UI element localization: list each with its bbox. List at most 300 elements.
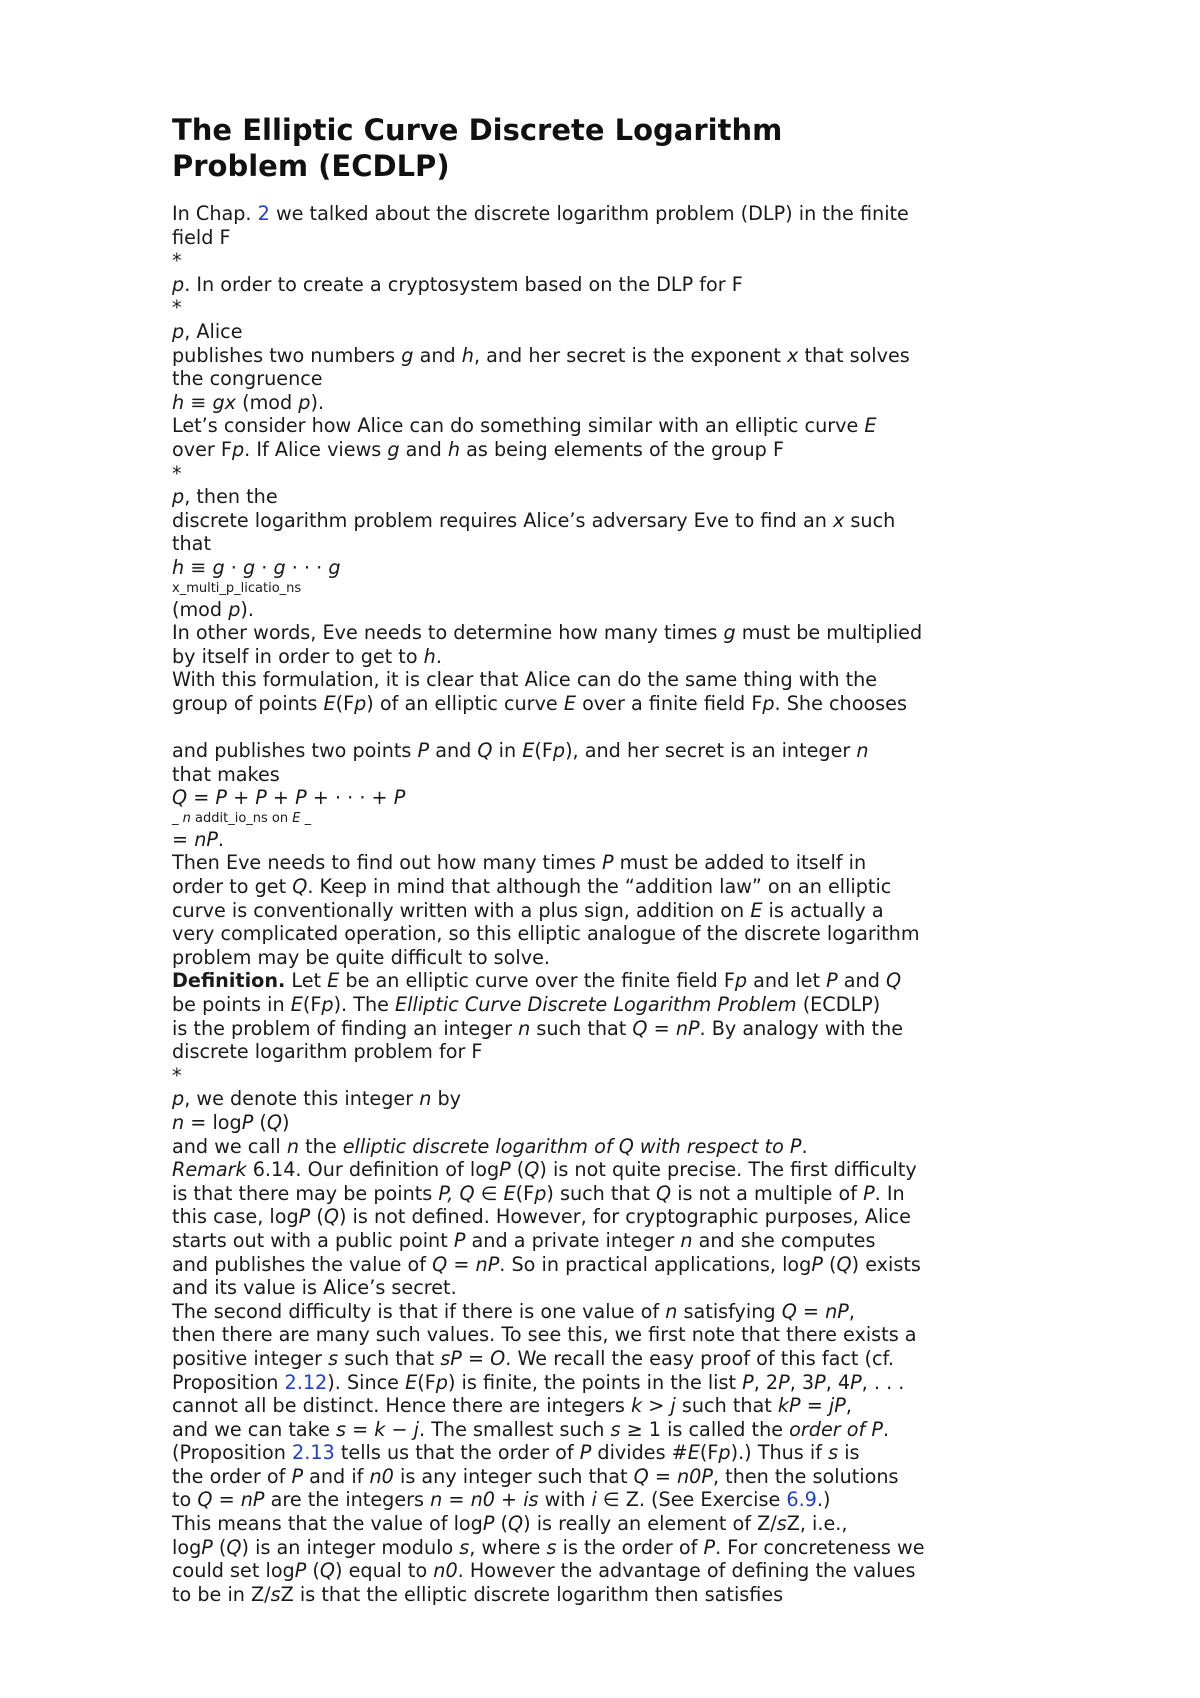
text-run: . If Alice views [244,437,388,461]
text-run: = [648,1464,678,1488]
text-run: group of points [172,691,324,715]
math-symbol: k [631,1394,643,1418]
text-run: and [413,343,462,367]
math-symbol: Q [618,1134,634,1158]
definition-label: Definition. [172,969,286,993]
text-run: ) exists [851,1252,921,1276]
text-run: is any integer such that [393,1464,634,1488]
text-run: the congruence [172,367,323,391]
text-run: order to get [172,875,293,899]
text-run: over a finite field F [575,691,763,715]
text-run: and we call [172,1134,287,1158]
text-run: are the integers [264,1488,431,1512]
text-line [172,763,992,787]
math-symbol: h [172,390,185,414]
text-line [172,391,992,415]
math-symbol: g [401,343,414,367]
math-symbol: k [374,1417,386,1441]
math-symbol: g [212,555,225,579]
math-symbol: n [286,1134,300,1158]
text-line [172,509,992,533]
text-run: to [172,1488,198,1512]
text-line [172,828,992,852]
math-symbol: p [354,691,367,715]
text-run: ) is not quite precise. The first difficulty [539,1158,917,1182]
text-line [172,922,992,946]
text-run: The second difficulty is that if there is one value of [172,1299,666,1323]
text-run: field F [172,225,231,249]
math-symbol: P [453,1228,466,1252]
text-run: and a private integer [465,1228,681,1252]
text-run: * [172,461,182,485]
text-run: ( [510,1158,525,1182]
math-symbol: with respect to [633,1134,790,1158]
math-symbol: n [665,1299,678,1323]
math-symbol: g [387,437,400,461]
text-run: is that there may be points [172,1181,439,1205]
math-symbol: P [850,1370,862,1394]
math-symbol: P [499,1158,511,1182]
math-symbol: p [172,272,185,296]
text-line [172,1394,992,1418]
text-run: is [838,1441,860,1465]
math-symbol: g [242,555,256,579]
text-run: = [800,1394,829,1418]
text-run: . However the advantage of defining the values [457,1559,916,1583]
math-symbol: P, Q [438,1181,475,1205]
text-run: In Chap. [172,202,258,225]
cross-reference-link[interactable]: 2.12 [284,1370,328,1394]
text-run: that solves [798,343,910,367]
text-run: = [442,1488,471,1512]
math-symbol: Q [319,1559,336,1583]
body-text [172,202,992,1606]
math-symbol: n [680,1228,693,1252]
text-run: , where [469,1535,547,1559]
math-symbol: s [270,1582,281,1606]
text-line [172,202,992,226]
text-run: such that [675,1394,778,1418]
text-run: ). Since [327,1370,406,1394]
math-symbol: Q [432,1252,448,1276]
text-line [172,1371,992,1395]
text-line [172,786,992,810]
text-line [172,462,992,486]
text-line [172,1040,992,1064]
math-symbol: n [518,1016,531,1040]
cross-reference-link[interactable]: 6.9 [786,1488,817,1512]
text-line [172,1111,992,1135]
text-run: , . . . [861,1370,905,1394]
text-run: be an elliptic curve over the finite field F [339,969,735,993]
text-run: very complicated operation, so this elliptic analogue of the discrete logarithm [172,922,920,946]
text-run: is actually a [762,898,884,922]
math-symbol: kP [777,1394,801,1418]
math-symbol: P [778,1370,790,1394]
text-run: as being elements of the group F [460,437,784,461]
text-line [172,273,992,297]
text-line [172,851,992,875]
text-line [172,1064,992,1088]
text-run: . The smallest such [419,1417,611,1441]
math-symbol: n [419,1087,432,1111]
math-symbol: Q [292,875,308,899]
text-run: with [538,1488,592,1512]
text-run: ) such that [546,1181,656,1205]
math-symbol: Q [781,1299,797,1323]
text-run: ( [310,1205,324,1229]
text-line [172,1135,992,1159]
text-run: x_multi_p_licatio_ns [172,580,302,596]
text-run: (ECDLP) [796,993,881,1016]
math-symbol: n [182,810,191,826]
text-line [172,367,992,391]
text-line [172,1488,992,1512]
text-run: curve is conventionally written with a plus sign, addition on [172,898,751,922]
text-run: ). [310,390,325,414]
text-run: , then the [184,485,278,509]
text-run: be points in [172,993,291,1016]
math-symbol: x [224,390,236,414]
math-symbol: s [828,1441,839,1465]
text-run: Z is that the elliptic discrete logarithm then satisfies [280,1582,784,1606]
math-symbol: order of [789,1417,872,1441]
math-symbol: Q [266,1110,282,1134]
text-line [172,598,992,622]
text-run: ), and her secret is an integer [565,739,857,763]
text-run: ) is an integer modulo [241,1535,460,1559]
text-run: * [172,296,182,320]
text-run: (mod [172,597,229,621]
text-run: (F [515,1181,535,1205]
math-symbol: E [405,1370,418,1394]
math-symbol: n [430,1488,443,1512]
text-line [172,1205,992,1229]
math-symbol: Elliptic Curve Discrete Logarithm Problem [395,993,797,1016]
text-run: , 3 [789,1370,815,1394]
math-symbol: P [703,1535,716,1559]
text-run: = [461,1346,491,1370]
math-symbol: Q [633,1464,649,1488]
text-run: . In [874,1181,905,1205]
text-run: ≡ [184,390,213,414]
text-run: . [882,1417,890,1441]
text-run: = [172,827,195,851]
math-symbol: n0 [433,1559,458,1583]
text-line [172,899,992,923]
math-symbol: x [832,508,845,532]
math-symbol: P [417,739,430,763]
math-symbol: p [734,969,748,993]
math-symbol: s [335,1417,346,1441]
text-line [172,621,992,645]
math-symbol: jP [828,1394,846,1418]
math-symbol: E [864,414,877,438]
text-run: discrete logarithm problem for F [172,1040,483,1064]
text-run: (F [302,993,322,1016]
text-run: ( [494,1512,508,1536]
text-run: With this formulation, it is clear that Alice can do the same thing with the [172,668,878,692]
math-symbol: P [579,1441,592,1465]
text-run: , [848,1299,855,1323]
math-symbol: Q [656,1181,672,1205]
text-line [172,485,992,509]
text-line [172,580,992,598]
text-run: over F [172,437,232,461]
text-run: is the order of [556,1535,704,1559]
math-symbol: E [563,691,576,715]
text-run: . So in practical applications, log [499,1252,812,1276]
math-symbol: P [789,1134,802,1158]
text-line [172,296,992,320]
text-run: ) is not defined. However, for cryptographic purposes, Alice [338,1205,911,1229]
math-symbol: P [255,786,267,810]
math-symbol: nP [194,827,218,851]
text-line [172,1300,992,1324]
math-symbol: h [172,555,185,579]
text-line [172,739,992,763]
text-run: this case, log [172,1205,299,1229]
math-symbol: P [826,969,838,993]
text-run: and she computes [692,1228,876,1252]
text-run: and [837,969,886,993]
math-symbol: s [776,1512,787,1536]
math-symbol: g [273,555,286,579]
title-line-2: Problem (ECDLP) [172,149,450,183]
text-run: 6.14. Our definition of log [246,1158,500,1182]
text-run: must be multiplied [735,621,923,645]
text-run: ) equal to [335,1559,434,1583]
text-run: is the problem of finding an integer [172,1016,519,1040]
text-run: starts out with a public point [172,1228,454,1252]
text-run: * [172,249,182,273]
math-symbol: s [610,1417,621,1441]
text-run: ). [240,597,254,621]
math-symbol: nP [475,1252,500,1276]
text-run: by itself in order to get to [172,644,424,668]
math-symbol: p [552,739,566,763]
text-run: , [845,1394,852,1418]
text-line [172,1323,992,1347]
text-run: ∈ [474,1181,504,1205]
text-run: ).) Thus if [730,1441,829,1465]
text-run: ≡ [184,555,213,579]
text-run: . By analogy with the [699,1016,904,1040]
math-symbol: O [490,1346,506,1370]
text-run: ≥ 1 is called the [620,1417,790,1441]
text-run: tells us that the order of [334,1441,580,1465]
text-line [172,668,992,692]
text-run: + [494,1488,524,1512]
text-run: Let’s consider how Alice can do something similar with an elliptic curve [172,414,865,438]
math-symbol: Q [172,786,188,810]
text-run: = [212,1488,241,1512]
math-symbol: E [522,739,535,763]
cross-reference-link[interactable]: 2 [257,202,270,225]
text-run: (F [699,1441,719,1465]
text-run: . [435,644,442,668]
math-symbol: p [172,485,185,509]
text-run: (F [417,1370,436,1394]
math-symbol: Q [197,1488,213,1512]
text-run: publishes two numbers [172,343,402,367]
math-symbol: P [871,1417,883,1441]
text-line [172,875,992,899]
math-symbol: p [172,319,185,343]
math-symbol: E [292,810,301,826]
text-run: ) of an elliptic curve [366,691,564,715]
text-run: > [642,1394,671,1418]
page-title [172,112,992,184]
text-run: satisfying [677,1299,782,1323]
text-line [172,1229,992,1253]
text-run: . In order to create a cryptosystem based on the DLP for F [184,272,743,296]
text-line [172,249,992,273]
text-run: , 4 [825,1370,851,1394]
math-symbol: s [328,1346,339,1370]
text-run: This means that the value of log [172,1512,483,1536]
text-run: and if [303,1464,370,1488]
text-line [172,969,992,993]
math-symbol: p [435,1370,448,1394]
math-symbol: Q [632,1016,648,1040]
math-symbol: p [228,597,241,621]
math-symbol: p [321,993,334,1016]
text-run: + [226,786,256,810]
text-run: ) is really an element of Z/ [523,1512,777,1536]
math-symbol: h [447,437,461,461]
text-run: that [172,532,211,556]
math-symbol: g [723,621,736,645]
text-run: , 2 [753,1370,779,1394]
text-run: Let [285,969,328,993]
title-line-1: The Elliptic Curve Discrete Logarithm [172,113,783,147]
text-run: by [431,1087,462,1111]
text-run: and let [747,969,827,993]
text-line [172,556,992,580]
math-symbol: E [750,898,763,922]
text-run: such [844,508,896,532]
text-run: . [801,1134,808,1158]
text-run: = [187,786,216,810]
text-line [172,1512,992,1536]
text-run: and [399,437,448,461]
text-run: , we denote this integer [184,1087,420,1111]
text-run: ( [306,1559,320,1583]
math-symbol: n0 [369,1464,394,1488]
text-line [172,344,992,368]
math-symbol: Q [524,1158,540,1182]
text-run: Then Eve needs to find out how many times [172,851,602,875]
text-run: , then the solutions [712,1464,899,1488]
text-run: such that [338,1346,441,1370]
math-symbol: Q [885,969,902,993]
text-run: .) [816,1488,831,1512]
math-symbol: n0 [470,1488,495,1512]
math-symbol: P [294,1559,307,1583]
text-line [172,226,992,250]
text-line [172,438,992,462]
cross-reference-link[interactable]: 2.13 [292,1441,335,1465]
text-line [172,1087,992,1111]
text-run: the [299,1134,343,1158]
math-symbol: nP [825,1299,849,1323]
text-run: In other words, Eve needs to determine how many times [172,621,724,645]
text-run: _ [300,810,312,826]
math-symbol: g [212,390,225,414]
text-line [172,692,992,716]
math-symbol: s [546,1535,557,1559]
text-run: . We recall the easy proof of this fact (cf. [505,1346,895,1370]
text-line [172,1465,992,1489]
math-symbol: P [298,1205,311,1229]
math-symbol: Q [836,1252,852,1276]
math-symbol: elliptic discrete logarithm of [342,1134,619,1158]
text-run: cannot all be distinct. Hence there are integers [172,1394,632,1418]
text-run: * [172,1063,182,1087]
math-symbol: Q [323,1205,339,1229]
math-symbol: i [591,1488,597,1512]
text-line [172,414,992,438]
math-symbol: h [461,343,474,367]
text-line [172,993,992,1017]
math-symbol: E [503,1181,516,1205]
text-run: ( [822,1252,837,1276]
text-run: ). The [333,993,396,1016]
math-symbol: p [298,390,311,414]
text-run: ( [253,1110,267,1134]
math-symbol: p [172,1087,185,1111]
text-run: · [255,555,274,579]
text-run: = [345,1417,375,1441]
text-run: could set log [172,1559,295,1583]
math-symbol: x [787,343,799,367]
text-run: we talked about the discrete logarithm problem (DLP) in the finite [269,202,909,225]
math-symbol: E [327,969,340,993]
math-symbol: P [215,786,227,810]
text-run: that makes [172,762,280,786]
text-run: Proposition [172,1370,285,1394]
text-run: then there are many such values. To see this, we first note that there exists a [172,1323,917,1347]
text-run: (mod [236,390,299,414]
math-symbol: j [413,1417,420,1441]
text-run: and [429,739,478,763]
text-run: the order of [172,1464,292,1488]
math-symbol: p [718,1441,731,1465]
text-run: , and her secret is the exponent [473,343,788,367]
math-symbol: P [863,1181,875,1205]
text-run: ∈ Z. (See Exercise [596,1488,787,1512]
math-symbol: Q [226,1535,242,1559]
math-symbol: P [814,1370,826,1394]
text-run: and we can take [172,1417,336,1441]
text-line [172,532,992,556]
text-run: . For concreteness we [715,1535,925,1559]
math-symbol: P [393,786,406,810]
text-run: ) [281,1110,290,1134]
text-line [172,1276,992,1300]
text-run: and publishes the value of [172,1252,433,1276]
text-run: . She chooses [774,691,907,715]
text-run: and publishes two points [172,739,418,763]
math-symbol: n0P [677,1464,713,1488]
text-run: such that [530,1016,633,1040]
text-run: ( [212,1535,227,1559]
text-run: = log [184,1110,242,1134]
text-run: and its value is Alice’s secret. [172,1276,457,1300]
text-run: to be in Z/ [172,1582,271,1606]
text-run: − [385,1417,414,1441]
